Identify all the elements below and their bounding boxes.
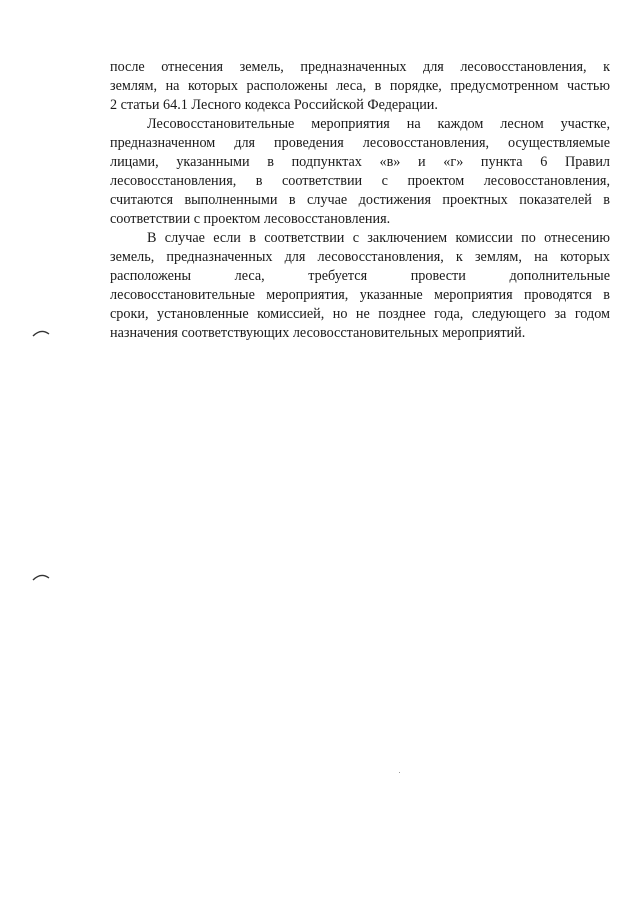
- text-line: В случае если в соответствии с заключением комиссии по отнесению: [147, 230, 610, 246]
- text-line: земель, предназначенных для лесовосстановления, к землям, на которых: [110, 249, 610, 265]
- paragraph-1: [110, 58, 610, 115]
- text-line: 2 статьи 64.1 Лесного кодекса Российской Федерации.: [110, 97, 438, 113]
- text-line: расположены леса, требуется провести дополнительные: [110, 268, 610, 284]
- punch-hole-mark-icon: [32, 328, 50, 338]
- text-line: лесовосстановления, в соответствии с проектом лесовосстановления,: [110, 173, 610, 189]
- text-line: считаются выполненными в случае достижения проектных показателей в: [110, 192, 610, 208]
- scan-speck: [399, 772, 400, 773]
- text-line: назначения соответствующих лесовосстановительных мероприятий.: [110, 325, 526, 341]
- text-line: сроки, установленные комиссией, но не позднее года, следующего за годом: [110, 306, 610, 322]
- paragraph-2: [110, 115, 610, 229]
- text-line: после отнесения земель, предназначенных для лесовосстановления, к: [110, 59, 610, 75]
- text-line: лесовосстановительные мероприятия, указанные мероприятия проводятся в: [110, 287, 610, 303]
- text-line: Лесовосстановительные мероприятия на каждом лесном участке,: [147, 116, 610, 132]
- text-line: землям, на которых расположены леса, в порядке, предусмотренном частью: [110, 78, 610, 94]
- document-body: [110, 58, 610, 343]
- text-line: предназначенном для проведения лесовосстановления, осуществляемые: [110, 135, 610, 151]
- text-line: соответствии с проектом лесовосстановления.: [110, 211, 391, 227]
- text-line: лицами, указанными в подпунктах «в» и «г» пункта 6 Правил: [110, 154, 610, 170]
- punch-hole-mark-icon: [32, 572, 50, 582]
- paragraph-3: [110, 229, 610, 343]
